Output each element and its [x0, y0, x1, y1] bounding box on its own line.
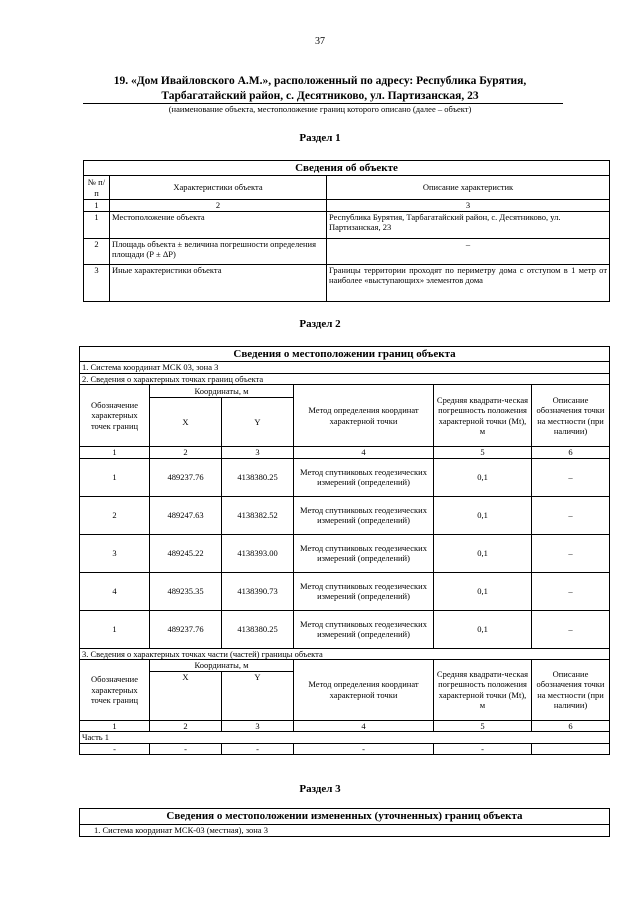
index-cell: 3 [327, 200, 610, 212]
page-number: 37 [315, 36, 325, 47]
point-error: 0,1 [434, 610, 532, 648]
index-cell: 5 [434, 720, 532, 732]
changed-boundaries-table [79, 808, 610, 837]
point-description: – [532, 458, 610, 496]
row-description: – [327, 238, 610, 264]
index-cell: 2 [150, 720, 222, 732]
index-cell: 1 [80, 720, 150, 732]
index-cell: 4 [294, 447, 434, 459]
point-description: – [532, 496, 610, 534]
title-line-2: Тарбагатайский район, с. Десятниково, ул. Партизанская, 23 [161, 90, 479, 102]
description-header: Описание обозначения точки на местности (при наличии) [532, 660, 610, 721]
empty-cell: - [150, 743, 222, 755]
index-cell: 2 [150, 447, 222, 459]
index-cell: 1 [84, 200, 110, 212]
row-characteristic: Площадь объекта ± величина погрешности определения площади (Р ± ΔР) [110, 238, 327, 264]
col-num-header: № п/п [84, 176, 110, 200]
point-x: 489237.76 [150, 610, 222, 648]
error-header: Средняя квадрати-ческая погрешность положения характерной точки (Mt), м [434, 660, 532, 721]
section-1-heading: Раздел 1 [299, 132, 341, 144]
section-2-heading: Раздел 2 [299, 318, 341, 330]
index-cell: 4 [294, 720, 434, 732]
index-cell: 6 [532, 720, 610, 732]
table-row [80, 458, 610, 496]
point-error: 0,1 [434, 534, 532, 572]
point-method: Метод спутниковых геодезических измерений (определений) [294, 534, 434, 572]
row-characteristic: Иные характеристики объекта [110, 264, 327, 301]
boundary-points-table [79, 346, 610, 755]
point-y: 4138390.73 [222, 572, 294, 610]
object-info-title: Сведения об объекте [84, 161, 610, 176]
empty-cell: - [434, 743, 532, 755]
point-method: Метод спутниковых геодезических измерений (определений) [294, 496, 434, 534]
coordinate-system: 1. Система координат МСК-03 (местная), зона 3 [80, 825, 610, 837]
boundary-table-title: Сведения о местоположении границ объекта [80, 347, 610, 362]
point-y: 4138382.52 [222, 496, 294, 534]
index-cell: 3 [222, 720, 294, 732]
point-y: 4138380.25 [222, 458, 294, 496]
error-header: Средняя квадрати-ческая погрешность положения характерной точки (Mt), м [434, 385, 532, 447]
empty-cell: - [80, 743, 150, 755]
point-error: 0,1 [434, 458, 532, 496]
description-header: Описание обозначения точки на местности (при наличии) [532, 385, 610, 447]
table-row [80, 534, 610, 572]
parts-subheading: 3. Сведения о характерных точках части (частей) границы объекта [80, 648, 610, 660]
point-error: 0,1 [434, 496, 532, 534]
changed-boundaries-title: Сведения о местоположении измененных (уточненных) границ объекта [80, 809, 610, 825]
object-info-table [83, 160, 610, 302]
point-id: 3 [80, 534, 150, 572]
point-y: 4138380.25 [222, 610, 294, 648]
row-description: Республика Бурятия, Тарбагатайский район, с. Десятниково, ул. Партизанская, 23 [327, 211, 610, 238]
empty-cell [532, 743, 610, 755]
point-x: 489245.22 [150, 534, 222, 572]
index-cell: 3 [222, 447, 294, 459]
point-id: 2 [80, 496, 150, 534]
row-number: 1 [84, 211, 110, 238]
col-desc-header: Описание характеристик [327, 176, 610, 200]
point-x: 489235.35 [150, 572, 222, 610]
document-title [70, 74, 570, 104]
index-cell: 1 [80, 447, 150, 459]
point-x: 489247.63 [150, 496, 222, 534]
row-description: Границы территории проходят по периметру дома с отступом в 1 метр от наиболее «выступающих» элементов дома [327, 264, 610, 301]
y-header: Y [222, 671, 294, 720]
coordinates-header: Координаты, м [150, 660, 294, 672]
title-note: (наименование объекта, местоположение границ которого описано (далее – объект) [168, 104, 472, 114]
point-description: – [532, 610, 610, 648]
method-header: Метод определения координат характерной точки [294, 385, 434, 447]
index-cell: 6 [532, 447, 610, 459]
index-cell: 2 [110, 200, 327, 212]
index-cell: 5 [434, 447, 532, 459]
designation-header: Обозначение характерных точек границ [80, 660, 150, 721]
point-y: 4138393.00 [222, 534, 294, 572]
coordinates-header: Координаты, м [150, 385, 294, 398]
table-row [80, 572, 610, 610]
col-char-header: Характеристики объекта [110, 176, 327, 200]
point-id: 1 [80, 458, 150, 496]
coordinate-system: 1. Система координат МСК 03, зона 3 [80, 362, 610, 374]
point-id: 1 [80, 610, 150, 648]
point-description: – [532, 572, 610, 610]
empty-cell: - [222, 743, 294, 755]
point-method: Метод спутниковых геодезических измерений (определений) [294, 610, 434, 648]
designation-header: Обозначение характерных точек границ [80, 385, 150, 447]
section-3-heading: Раздел 3 [299, 783, 341, 795]
point-error: 0,1 [434, 572, 532, 610]
x-header: X [150, 398, 222, 447]
point-x: 489237.76 [150, 458, 222, 496]
point-method: Метод спутниковых геодезических измерений (определений) [294, 572, 434, 610]
row-number: 3 [84, 264, 110, 301]
point-method: Метод спутниковых геодезических измерений (определений) [294, 458, 434, 496]
point-description: – [532, 534, 610, 572]
title-line-1: 19. «Дом Ивайловского А.М.», расположенный по адресу: Республика Бурятия, [113, 75, 527, 87]
table-row [80, 610, 610, 648]
y-header: Y [222, 398, 294, 447]
empty-cell: - [294, 743, 434, 755]
point-id: 4 [80, 572, 150, 610]
part-label: Часть 1 [80, 732, 610, 744]
method-header: Метод определения координат характерной точки [294, 660, 434, 721]
points-subheading: 2. Сведения о характерных точках границ объекта [80, 373, 610, 385]
x-header: X [150, 671, 222, 720]
table-row [80, 496, 610, 534]
row-characteristic: Местоположение объекта [110, 211, 327, 238]
table-row [80, 743, 610, 755]
row-number: 2 [84, 238, 110, 264]
